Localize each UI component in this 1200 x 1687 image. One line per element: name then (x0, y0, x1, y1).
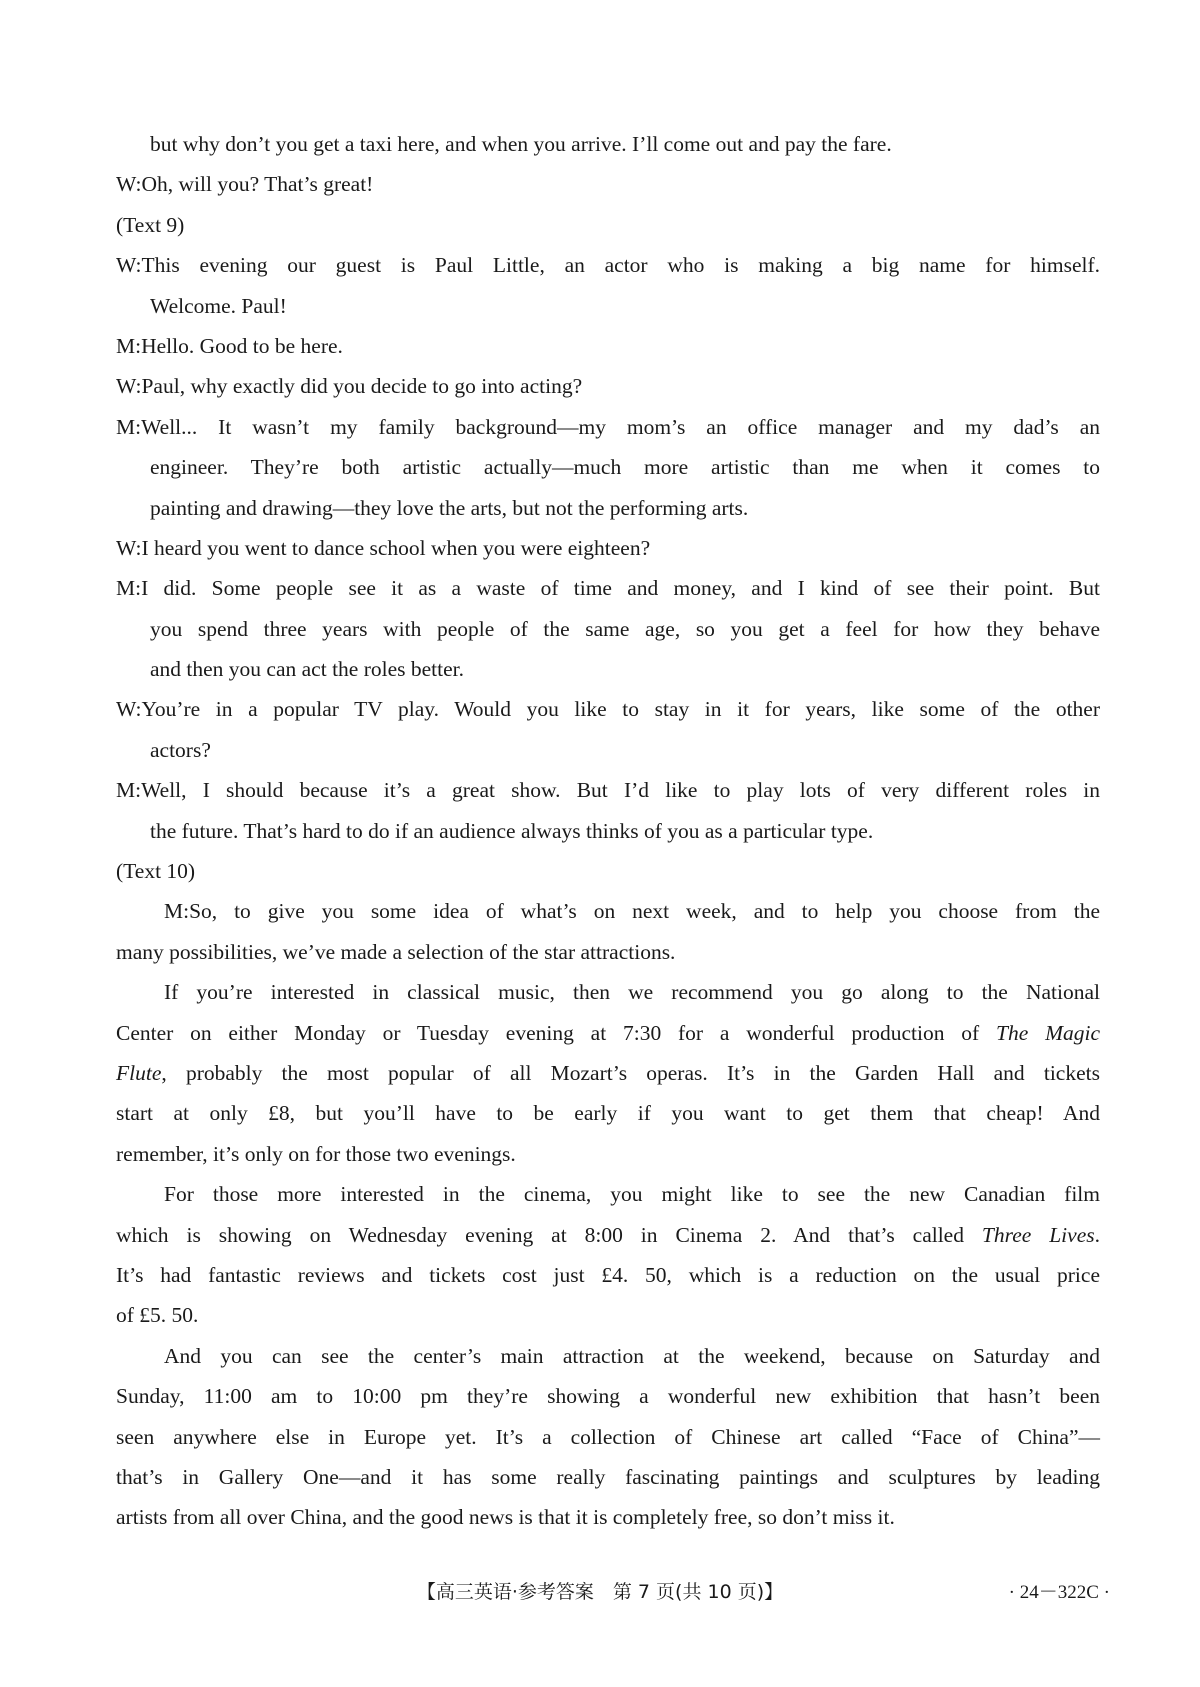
line-text: , probably the most popular of all Mozart’s operas. It’s in the Garden Hall and tickets (161, 1060, 1100, 1085)
text-line (116, 609, 1100, 649)
text-line (116, 1215, 1100, 1255)
line-text: Welcome. Paul! (150, 293, 287, 318)
line-text: W:I heard you went to dance school when you were eighteen? (116, 535, 651, 560)
text-line (116, 811, 1100, 851)
line-text: W:Oh, will you? That’s great! (116, 172, 374, 197)
text-line (116, 770, 1100, 810)
text-line (116, 1013, 1100, 1053)
line-text: It’s had fantastic reviews and tickets cost just £4. 50, which is a reduction on the usual price (116, 1262, 1100, 1287)
line-text: (Text 10) (116, 859, 196, 884)
text-line (116, 1053, 1100, 1093)
line-text: . (1094, 1222, 1100, 1247)
line-text: If you’re interested in classical music, then we recommend you go along to the National (164, 980, 1100, 1005)
text-line (116, 1336, 1100, 1376)
line-text: remember, it’s only on for those two evenings. (116, 1141, 516, 1166)
text-line (116, 568, 1100, 608)
text-line (116, 1255, 1100, 1295)
line-text: And you can see the center’s main attraction at the weekend, because on Saturday and (164, 1343, 1100, 1368)
line-text: engineer. They’re both artistic actually—much more artistic than me when it comes to (150, 455, 1100, 480)
text-line (116, 851, 1100, 891)
line-text: Sunday, 11:00 am to 10:00 pm they’re showing a wonderful new exhibition that hasn’t been (116, 1384, 1100, 1409)
footer-code: · 24－322C · (1008, 1582, 1110, 1603)
line-text: that’s in Gallery One—and it has some really fascinating paintings and sculptures by leading (116, 1464, 1100, 1489)
line-text: painting and drawing—they love the arts, but not the performing arts. (150, 495, 749, 520)
text-line (116, 1497, 1100, 1537)
text-line (116, 1295, 1100, 1335)
line-text: which is showing on Wednesday evening at 8:00 in Cinema 2. And that’s called (116, 1222, 982, 1247)
line-text: the future. That’s hard to do if an audience always thinks of you as a particular type. (150, 818, 874, 843)
line-text: Center on either Monday or Tuesday evening at 7:30 for a wonderful production of (116, 1020, 997, 1045)
line-text: W:You’re in a popular TV play. Would you like to stay in it for years, like some of the other (116, 697, 1100, 722)
footer-page-label: 【高三英语·参考答案 第 7 页(共 10 页)】 (416, 1581, 784, 1603)
text-line (116, 1134, 1100, 1174)
line-text: of £5. 50. (116, 1303, 199, 1328)
italic-title: Flute (116, 1060, 162, 1085)
line-text: artists from all over China, and the good news is that it is completely free, so don’t miss it. (116, 1505, 895, 1530)
line-text: seen anywhere else in Europe yet. It’s a collection of Chinese art called “Face of China”— (116, 1424, 1100, 1449)
line-text: but why don’t you get a taxi here, and when you arrive. I’ll come out and pay the fare. (150, 132, 892, 156)
document-body (116, 124, 1100, 1538)
text-line (116, 891, 1100, 931)
line-text: M:Well, I should because it’s a great show. But I’d like to play lots of very different roles in (116, 778, 1100, 803)
text-line (116, 528, 1100, 568)
italic-title: Three Lives (981, 1222, 1095, 1247)
text-line (116, 407, 1100, 447)
text-line (116, 124, 1100, 164)
line-text: many possibilities, we’ve made a selection of the star attractions. (116, 939, 676, 964)
text-line (116, 326, 1100, 366)
text-line (116, 488, 1100, 528)
text-line (116, 689, 1100, 729)
text-line (116, 205, 1100, 245)
text-line (116, 1417, 1100, 1457)
text-line (116, 1376, 1100, 1416)
text-line (116, 972, 1100, 1012)
text-line (116, 447, 1100, 487)
line-text: M:So, to give you some idea of what’s on next week, and to help you choose from the (164, 899, 1100, 924)
text-line (116, 1457, 1100, 1497)
line-text: W:Paul, why exactly did you decide to go into acting? (116, 374, 583, 399)
line-text: M:Well... It wasn’t my family background—my mom’s an office manager and my dad’s an (116, 414, 1100, 439)
line-text: start at only £8, but you’ll have to be early if you want to get them that cheap! And (116, 1101, 1100, 1126)
line-text: actors? (150, 737, 211, 762)
italic-title: The Magic (996, 1020, 1100, 1045)
line-text: M:I did. Some people see it as a waste of time and money, and I kind of see their point. But (116, 576, 1100, 601)
line-text: W:This evening our guest is Paul Little, an actor who is making a big name for himself. (116, 253, 1100, 278)
text-line (116, 286, 1100, 326)
text-line (116, 1093, 1100, 1133)
text-line (116, 164, 1100, 204)
line-text: M:Hello. Good to be here. (116, 333, 343, 358)
line-text: For those more interested in the cinema, you might like to see the new Canadian film (164, 1182, 1100, 1207)
line-text: you spend three years with people of the same age, so you get a feel for how they behave (150, 616, 1100, 641)
line-text: (Text 9) (116, 212, 185, 237)
text-line (116, 730, 1100, 770)
text-line (116, 366, 1100, 406)
line-text: and then you can act the roles better. (150, 657, 465, 682)
text-line (116, 245, 1100, 285)
text-line (116, 649, 1100, 689)
text-line (116, 932, 1100, 972)
page-footer (0, 1577, 1200, 1607)
text-line (116, 1174, 1100, 1214)
